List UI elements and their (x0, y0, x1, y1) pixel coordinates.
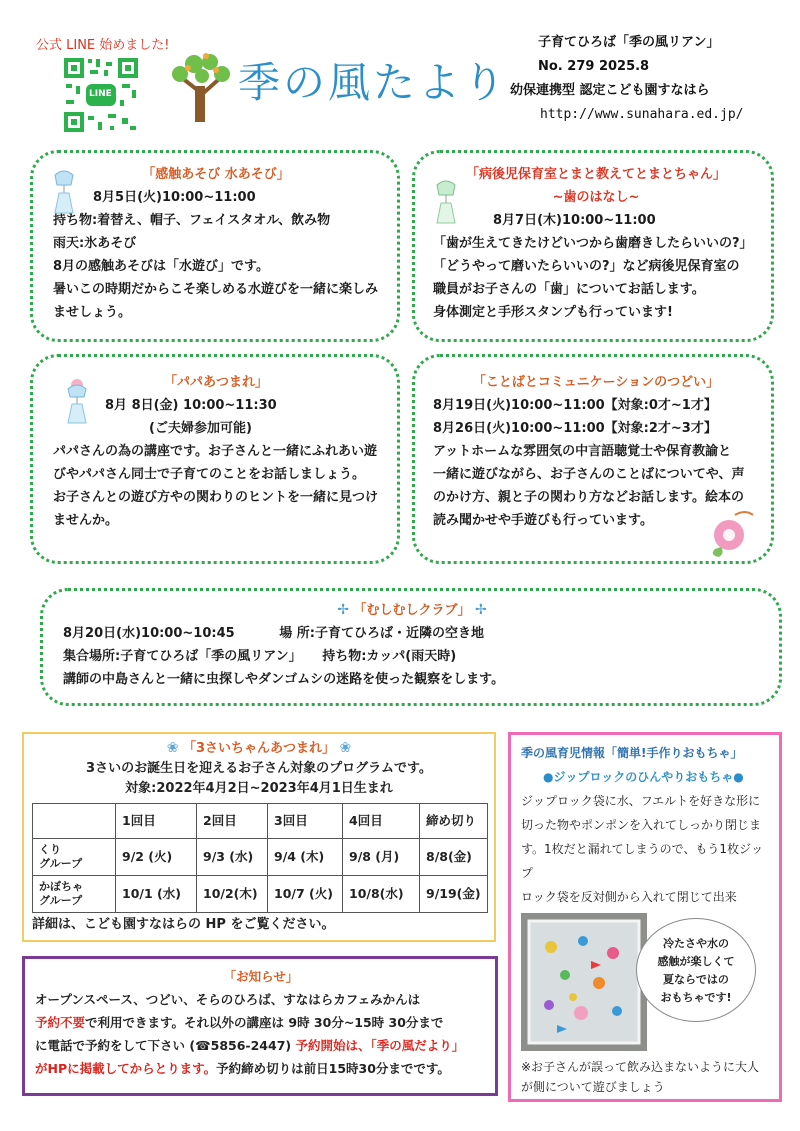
event-line: 暑いこの時期だからこそ楽しめる水遊びを一緒に楽しみ (53, 282, 379, 297)
event-date: 8月5日(火)10:00~11:00 (93, 190, 256, 205)
org-name: 子育てひろば「季の風リアン」 (538, 35, 720, 50)
event-title: 「感触あそび 水あそび」 (142, 167, 290, 182)
wind-chime-icon (433, 177, 459, 225)
ziplock-toy-photo (521, 913, 647, 1051)
table-cell: 9/8 (月) (343, 839, 420, 876)
table-cell: 10/8(水) (343, 876, 420, 913)
event-line: 「どうやって磨いたらいいの?」など病後児保育室の (433, 259, 740, 274)
notice-emphasis: 予約不要 (35, 1015, 86, 1030)
event-line: パパさんの為の講座です。お子さんと一緒にふれあい遊 (53, 444, 377, 459)
tree-icon (160, 48, 240, 128)
event-title: 「病後児保育室とまと教えてとまとちゃん」 (465, 167, 726, 182)
website-url[interactable]: http://www.sunahara.ed.jp/ (540, 107, 744, 122)
event-byougo (412, 150, 774, 342)
line-notice: 公式 LINE 始めました! (36, 38, 170, 53)
bubble-line: 冷たさや水の (663, 937, 729, 950)
table-cell: 9/3 (水) (197, 839, 268, 876)
table-cell: 10/1 (水) (116, 876, 197, 913)
event-line: 職員がお子さんの「歯」についてお話します。 (433, 282, 705, 297)
event-line: アットホームな雰囲気の中言語聴覚士や保育教諭と (433, 444, 732, 459)
flower-icon: ❀ (339, 740, 352, 756)
notice-title: 「お知らせ」 (223, 969, 299, 984)
toy-line: ジップロック袋に水、フエルトを好きな形に (521, 794, 761, 808)
school-name: 幼保連携型 認定こども園すなはら (510, 83, 710, 98)
column-header: 3回目 (268, 804, 343, 839)
toy-title: 季の風育児情報「簡単!手作りおもちゃ」 (521, 746, 743, 760)
event-note: (ご夫婦参加可能) (149, 421, 252, 436)
notice-emphasis: がHPに掲載してからとります。 (35, 1061, 217, 1076)
tree-illustration (160, 48, 240, 128)
bubble-line: おもちゃです! (660, 991, 732, 1004)
event-desc: 講師の中島さんと一緒に虫探しやダンゴムシの迷路を使った観察をします。 (63, 672, 505, 687)
table-row (33, 876, 488, 913)
toy-warning: が側について遊びましょう (521, 1080, 665, 1094)
table-header-row (33, 804, 488, 839)
toy-line: ロック袋を反対側から入れて閉じて出来 (521, 890, 737, 904)
masthead-title: 季の風たより (238, 58, 509, 107)
sansai-title: 「3さいちゃんあつまれ」 (182, 741, 336, 756)
column-header: 締め切り (420, 804, 488, 839)
event-line: ませんか。 (53, 513, 119, 528)
event-bring: 持ち物:カッパ(雨天時) (322, 649, 457, 664)
event-line: ませしょう。 (53, 305, 132, 320)
event-line: のかけ方、親と子の関わり方などお話します。絵本の (433, 490, 744, 505)
event-title: 「パパあつまれ」 (163, 375, 268, 390)
notice-section (22, 956, 498, 1096)
toy-section (508, 732, 782, 1102)
sansai-target: 対象:2022年4月2日~2023年4月1日生まれ (125, 781, 393, 796)
toy-warning: ※お子さんが誤って飲み込まないように大人 (521, 1060, 760, 1074)
table-cell: 10/2(木) (197, 876, 268, 913)
event-line: 身体測定と手形スタンプも行っています! (433, 305, 673, 320)
event-date: 8月19日(火)10:00~11:00【対象:0才~1才】 (433, 398, 717, 413)
event-title: 「ことばとコミュニケーションのつどい」 (472, 375, 720, 390)
flower-icon: ❀ (166, 740, 179, 756)
sansai-footer: 詳細は、こども園すなはらの HP をご覧ください。 (32, 917, 335, 932)
line-qr-code[interactable] (62, 56, 140, 134)
toy-line: す。1枚だと漏れてしまうので、もう1枚ジップ (521, 842, 764, 880)
toy-line: 切った物やポンポンを入れてしっかり閉じま (521, 818, 762, 832)
notice-emphasis: 予約開始は、「季の風だより」 (295, 1038, 465, 1053)
sansai-section (22, 732, 496, 942)
group-name: くり グループ (33, 839, 116, 876)
speech-bubble (636, 918, 756, 1022)
sansai-intro: 3さいのお誕生日を迎えるお子さん対象のプログラムです。 (86, 761, 432, 776)
table-row (33, 839, 488, 876)
dragonfly-icon: ✢ (337, 602, 349, 618)
event-meeting: 集合場所:子育てひろば「季の風リアン」 (63, 649, 302, 664)
event-papa (30, 354, 400, 564)
wind-chime-icon (63, 377, 91, 425)
event-kotoba (412, 354, 774, 564)
wind-chime-icon (51, 167, 77, 215)
event-mizuasobi (30, 150, 400, 342)
table-cell: 9/2 (火) (116, 839, 197, 876)
event-line: お子さんとの遊び方やの関わりのヒントを一緒に見つけ (53, 490, 379, 505)
table-cell: 9/4 (木) (268, 839, 343, 876)
event-title (63, 599, 761, 622)
column-header: 4回目 (343, 804, 420, 839)
issue-number: No. 279 2025.8 (538, 59, 650, 74)
qr-line-label: LINE (89, 89, 112, 99)
notice-line: に電話で予約をして下さい (☎5856-2447) (35, 1038, 296, 1053)
event-subtitle: ~歯のはなし~ (552, 190, 640, 205)
notice-line: で利用できます。それ以外の講座は 9時 30分~15時 30分まで (85, 1015, 444, 1030)
event-mushi (40, 588, 782, 706)
table-cell: 8/8(金) (420, 839, 488, 876)
column-header: 1回目 (116, 804, 197, 839)
mushi-title: 「むしむしクラブ」 (353, 603, 471, 618)
notice-line: 予約締め切りは前日15時30分までです。 (216, 1061, 450, 1076)
event-date: 8月 8日(金) 10:00~11:30 (105, 398, 277, 413)
bubble-line: 感触が楽しくて (657, 955, 735, 968)
event-line: 8月の感触あそびは「水遊び」です。 (53, 259, 270, 274)
event-line: 持ち物:着替え、帽子、フェイスタオル、飲み物 (53, 213, 331, 228)
event-date: 8月7日(木)10:00~11:00 (493, 213, 656, 228)
group-name: かぼちゃ グループ (33, 876, 116, 913)
event-place: 場 所:子育てひろば・近隣の空き地 (279, 626, 484, 641)
dragonfly-icon: ✢ (475, 602, 487, 618)
toy-subtitle: ●ジップロックのひんやりおもちゃ● (543, 770, 744, 784)
table-cell: 9/19(金) (420, 876, 488, 913)
column-header: 2回目 (197, 804, 268, 839)
schedule-table (32, 803, 488, 913)
event-line: 読み聞かせや手遊びも行っています。 (433, 513, 653, 528)
notice-line: オープンスペース、つどい、そらのひろば、すなはらカフェみかんは (35, 992, 421, 1007)
morning-glory-icon (705, 509, 757, 559)
event-line: 雨天:氷あそび (53, 236, 137, 251)
event-date: 8月26日(火)10:00~11:00【対象:2才~3才】 (433, 421, 717, 436)
event-date: 8月20日(水)10:00~10:45 (63, 626, 235, 641)
event-line: びやパパさん同士で子育てのことをお話しましょう。 (53, 467, 366, 482)
bubble-line: 夏ならではの (663, 973, 729, 986)
event-line: 「歯が生えてきたけどいつから歯磨きしたらいいの?」 (433, 236, 753, 251)
table-cell: 10/7 (火) (268, 876, 343, 913)
event-line: 一緒に遊びながら、お子さんのことばについてや、声 (433, 467, 745, 482)
